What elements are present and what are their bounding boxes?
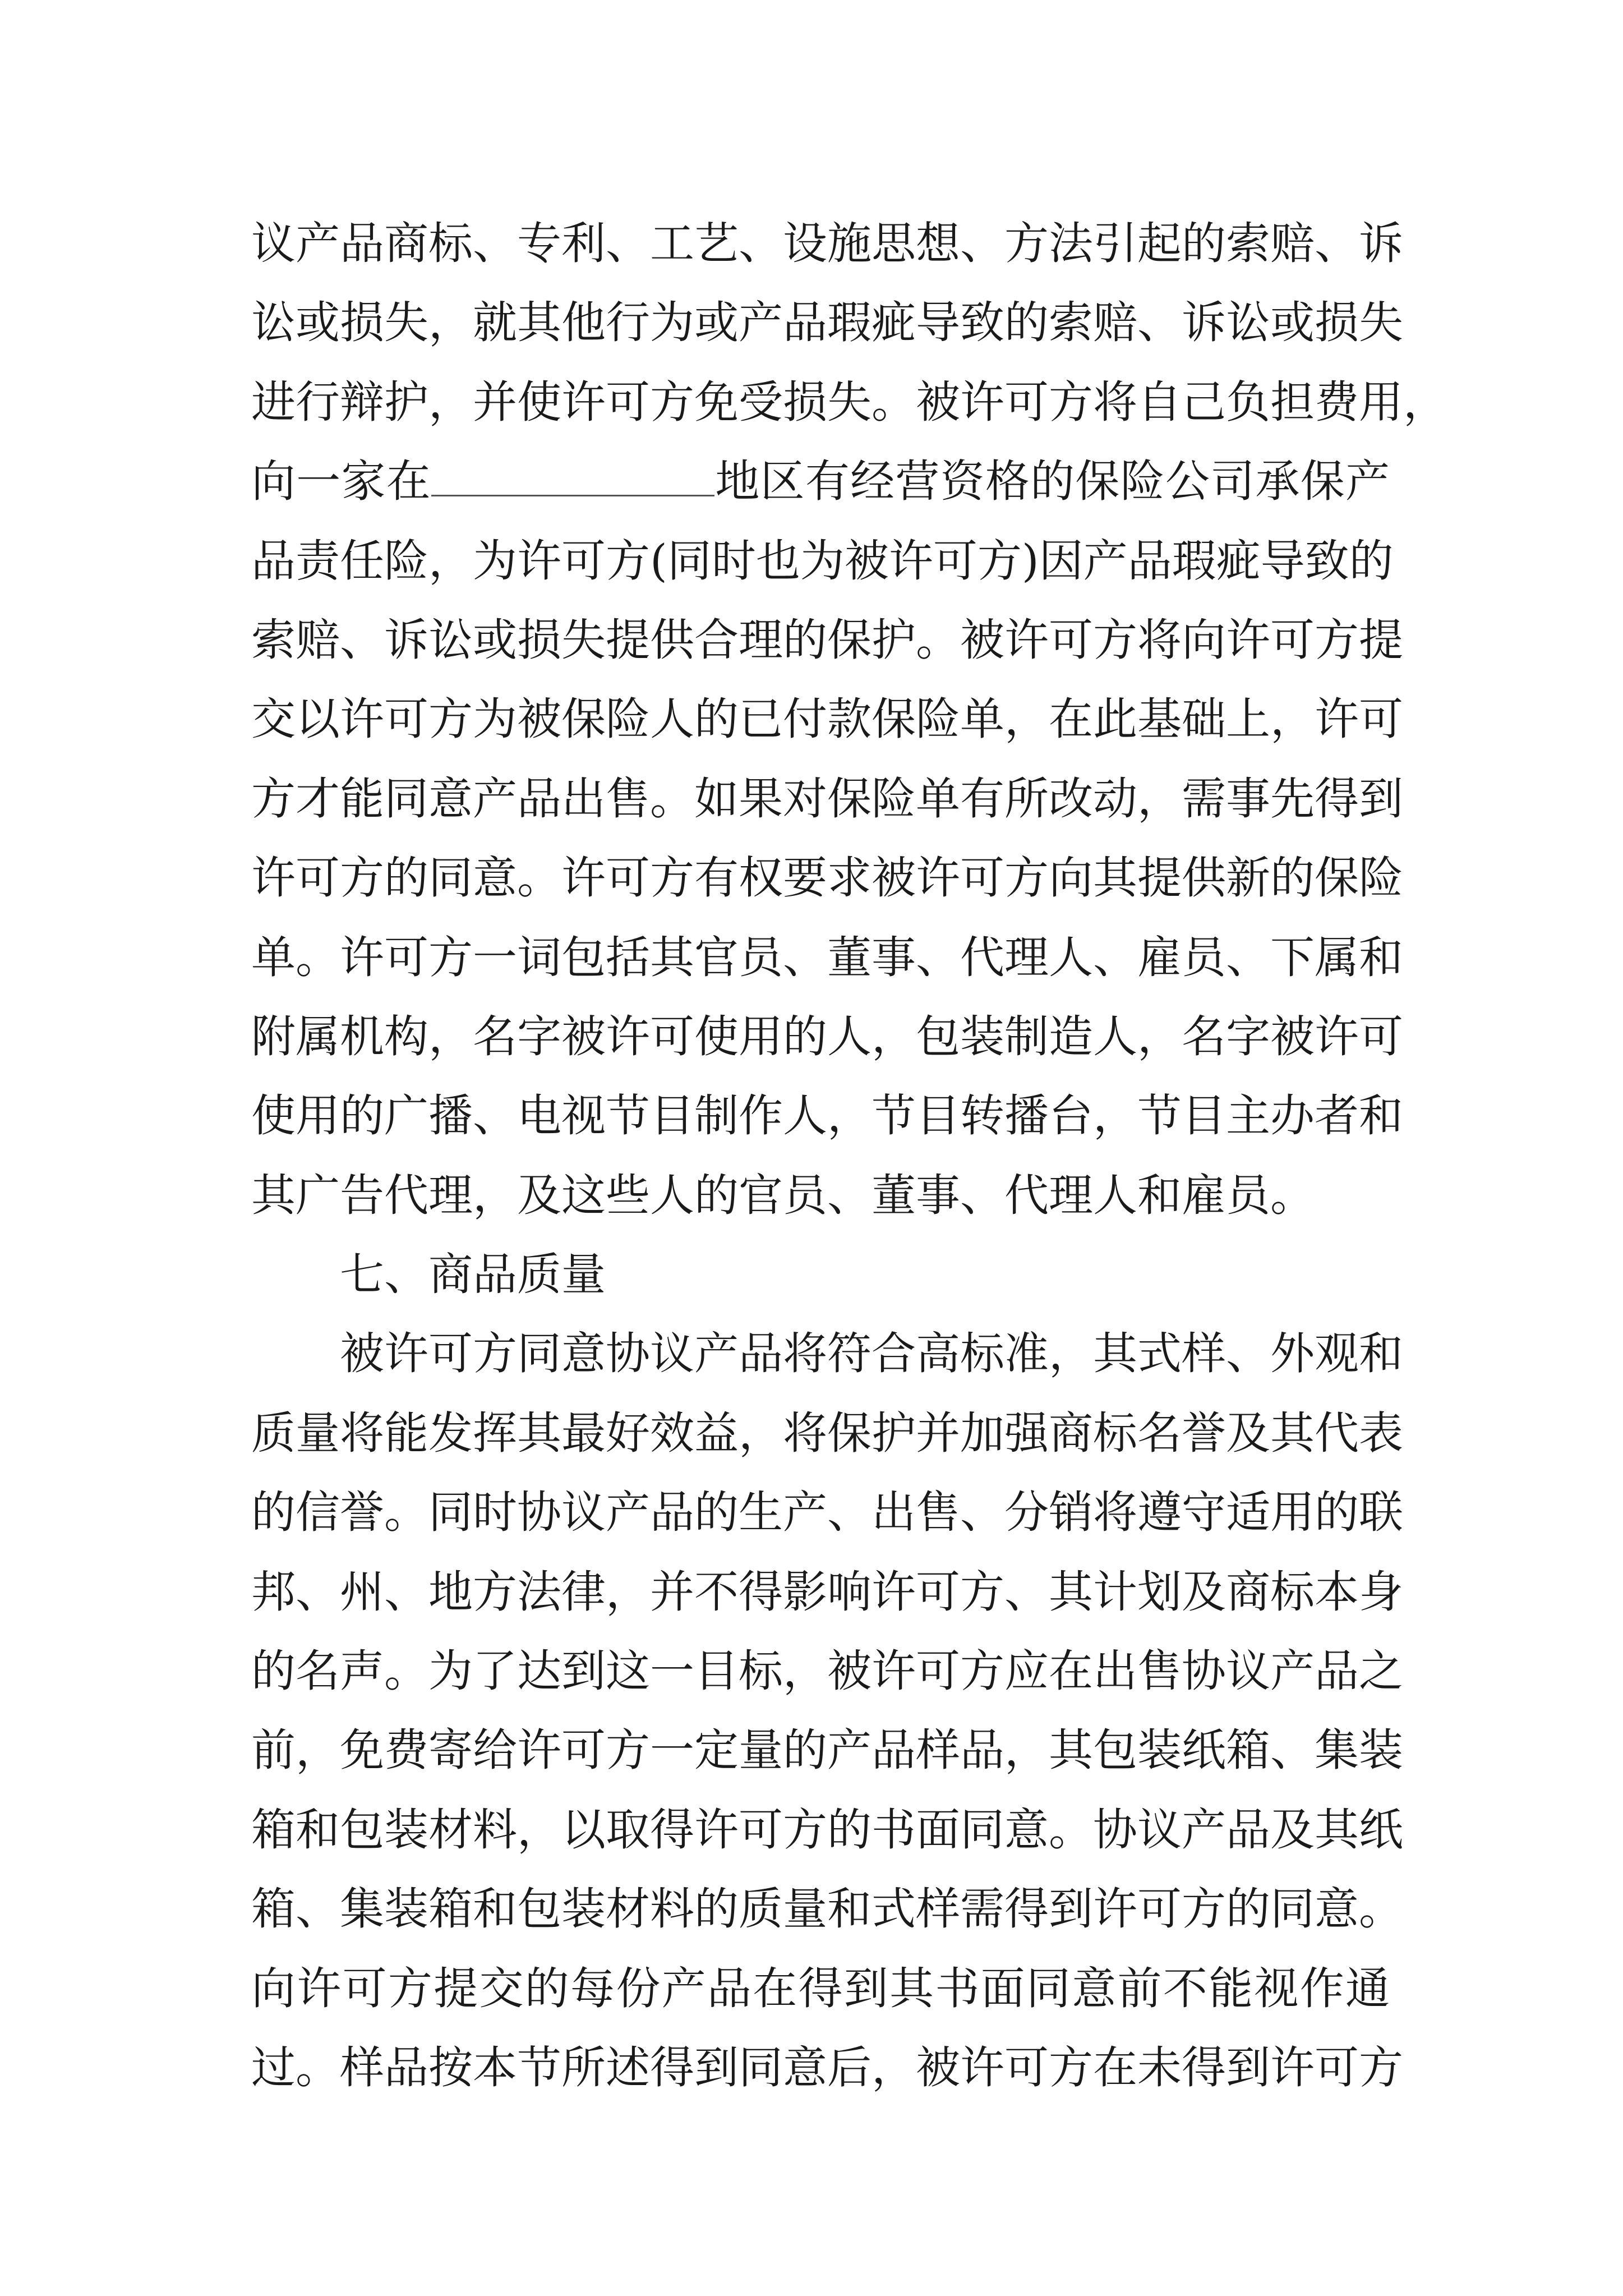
text-line: 其广告代理，及这些人的官员、董事、代理人和雇员。 (251, 1169, 1315, 1221)
text-line: 质量将能发挥其最好效益，将保护并加强商标名誉及其代表 (251, 1407, 1403, 1459)
text-line: 邦、州、地方法律，并不得影响许可方、其计划及商标本身 (251, 1566, 1403, 1618)
text-line: 被许可方同意协议产品将符合高标准，其式样、外观和 (340, 1328, 1403, 1380)
text-line: 议产品商标、专利、工艺、设施思想、方法引起的索赔、诉 (251, 218, 1403, 269)
fill-in-blank (431, 455, 714, 496)
text-line: 讼或损失，就其他行为或产品瑕疵导致的索赔、诉讼或损失 (251, 297, 1403, 349)
text-line: 许可方的同意。许可方有权要求被许可方向其提供新的保险 (251, 852, 1403, 904)
text-segment: 向一家在 (251, 455, 432, 508)
text-line: 前，免费寄给许可方一定量的产品样品，其包装纸箱、集装 (251, 1724, 1403, 1777)
section-heading: 七、商品质量 (340, 1249, 606, 1301)
text-line: 品责任险，为许可方(同时也为被许可方)因产品瑕疵导致的 (251, 535, 1394, 587)
text-line: 单。许可方一词包括其官员、董事、代理人、雇员、下属和 (251, 931, 1403, 983)
text-line: 进行辩护，并使许可方免受损失。被许可方将自己负担费用， (251, 376, 1447, 428)
paragraph-quality (251, 1314, 1403, 2108)
text-line: 交以许可方为被保险人的已付款保险单，在此基础上，许可 (251, 693, 1403, 746)
text-line: 箱和包装材料，以取得许可方的书面同意。协议产品及其纸 (251, 1803, 1403, 1856)
text-line: 向许可方提交的每份产品在得到其书面同意前不能视作通 (251, 1962, 1390, 2014)
paragraph-insurance (251, 204, 1447, 1235)
text-line: 使用的广播、电视节目制作人，节目转播台，节目主办者和 (251, 1090, 1403, 1142)
text-line: 附属机构，名字被许可使用的人，包装制造人，名字被许可 (251, 1010, 1403, 1062)
text-line: 的名声。为了达到这一目标，被许可方应在出售协议产品之 (251, 1645, 1403, 1697)
text-line-with-blank (251, 442, 1390, 521)
text-line: 箱、集装箱和包装材料的质量和式样需得到许可方的同意。 (251, 1883, 1403, 1935)
text-line: 过。样品按本节所述得到同意后，被许可方在未得到许可方 (251, 2041, 1403, 2093)
text-line: 的信誉。同时协议产品的生产、出售、分销将遵守适用的联 (251, 1487, 1403, 1539)
text-line: 方才能同意产品出售。如果对保险单有所改动，需事先得到 (251, 772, 1403, 825)
text-segment: 地区有经营资格的保险公司承保产 (714, 455, 1390, 508)
text-line: 索赔、诉讼或损失提供合理的保护。被许可方将向许可方提 (251, 614, 1403, 666)
document-body (251, 204, 1447, 2108)
